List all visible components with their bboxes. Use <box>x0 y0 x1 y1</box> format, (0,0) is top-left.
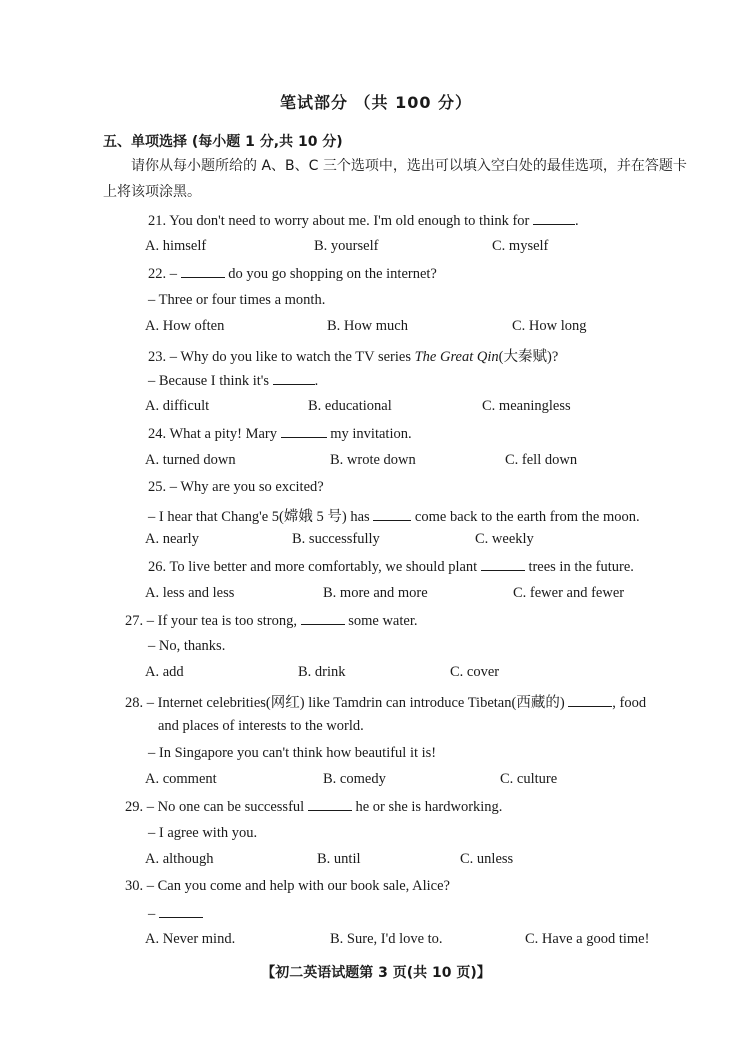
question-text: do you go shopping on the internet? <box>224 266 437 282</box>
option-b: B. successfully <box>292 531 380 547</box>
answer-blank <box>181 265 225 278</box>
question-text: come back to the earth from the moon. <box>411 509 640 525</box>
question-text: 26. To live better and more comfortably, we should plant <box>148 559 481 575</box>
question-text: 24. What a pity! Mary <box>148 426 281 442</box>
option-c: C. meaningless <box>482 398 571 414</box>
question-28-line <box>148 745 436 762</box>
question-text: and places of interests to the world. <box>158 718 364 734</box>
section-instruction: 请你从每小题所给的 A、B、C 三个选项中，选出可以填入空白处的最佳选项，并在答题卡上将该项涂黑。 <box>103 158 687 200</box>
question-text: my invitation. <box>326 426 412 442</box>
option-a: A. nearly <box>145 531 199 547</box>
answer-blank <box>373 508 411 521</box>
question-29-line <box>125 798 502 816</box>
question-text: – Because I think it's <box>148 373 273 389</box>
option-a: A. less and less <box>145 585 235 601</box>
option-b: B. educational <box>308 398 392 414</box>
question-text: – I hear that Chang'e 5(嫦娥 5 号) has <box>148 509 374 525</box>
option-b: B. more and more <box>323 585 428 601</box>
question-text: – No, thanks. <box>148 638 226 654</box>
question-25-line <box>148 479 324 496</box>
option-c: C. Have a good time! <box>525 931 650 947</box>
option-b: B. until <box>317 851 361 867</box>
question-text: . <box>575 213 579 229</box>
answer-blank <box>281 425 327 438</box>
answer-blank <box>481 558 525 571</box>
question-text: , food <box>612 695 647 711</box>
option-c: C. weekly <box>475 531 534 547</box>
option-a: A. himself <box>145 238 207 254</box>
option-a: A. comment <box>145 771 217 787</box>
option-c: C. myself <box>492 238 549 254</box>
question-text: – Three or four times a month. <box>148 292 326 308</box>
page-title: 笔试部分 （共 100 分） <box>279 93 473 112</box>
question-text: – I agree with you. <box>148 825 258 841</box>
question-21-line <box>148 212 579 230</box>
question-25-line <box>148 505 640 526</box>
question-text: 30. – Can you come and help with our book sale, Alice? <box>125 878 450 894</box>
option-b: B. comedy <box>323 771 386 787</box>
option-a: A. turned down <box>145 452 236 468</box>
section-heading: 五、单项选择 (每小题 1 分,共 10 分) <box>103 134 343 150</box>
question-text: – <box>148 906 159 922</box>
question-title-italic: The Great Qin <box>414 349 499 365</box>
question-text: 27. – If your tea is too strong, <box>125 613 301 629</box>
option-b: B. Sure, I'd love to. <box>330 931 443 947</box>
question-30-line <box>148 905 203 923</box>
question-text: 21. You don't need to worry about me. I'm old enough to think for <box>148 213 534 229</box>
option-c: C. culture <box>500 771 558 787</box>
question-30-line <box>125 878 450 895</box>
option-c: C. cover <box>450 664 500 680</box>
answer-blank <box>533 212 575 225</box>
answer-blank <box>273 372 315 385</box>
answer-blank <box>301 612 345 625</box>
question-28-line <box>125 691 646 712</box>
question-28-line <box>158 718 364 735</box>
question-22-line <box>148 265 437 283</box>
question-text: 22. – <box>148 266 181 282</box>
question-text: (大秦赋)? <box>498 349 559 365</box>
question-23-line <box>148 372 318 390</box>
answer-blank <box>159 905 203 918</box>
option-b: B. wrote down <box>330 452 416 468</box>
option-c: C. unless <box>460 851 514 867</box>
option-a: A. difficult <box>145 398 210 414</box>
option-a: A. add <box>145 664 184 680</box>
question-text: – In Singapore you can't think how beautiful it is! <box>148 745 437 761</box>
answer-blank <box>308 798 352 811</box>
question-text: he or she is hardworking. <box>351 799 503 815</box>
question-text: trees in the future. <box>524 559 634 575</box>
option-b: B. yourself <box>314 238 379 254</box>
option-a: A. although <box>145 851 214 867</box>
page-footer: 【初二英语试题第 3 页(共 10 页)】 <box>261 965 491 981</box>
option-a: A. How often <box>145 318 225 334</box>
option-c: C. fell down <box>505 452 578 468</box>
answer-blank <box>568 694 612 707</box>
question-27-line <box>148 638 225 655</box>
option-b: B. drink <box>298 664 346 680</box>
option-a: A. Never mind. <box>145 931 236 947</box>
question-text: 28. – Internet celebrities(网红) like Tamdrin can introduce Tibetan(西藏的) <box>125 695 569 711</box>
question-text: 25. – Why are you so excited? <box>148 479 324 495</box>
option-b: B. How much <box>327 318 408 334</box>
question-26-line <box>148 558 634 576</box>
question-text: some water. <box>344 613 418 629</box>
question-text: 23. – Why do you like to watch the TV series <box>148 349 415 365</box>
question-24-line <box>148 425 412 443</box>
question-29-line <box>148 825 257 842</box>
option-c: C. fewer and fewer <box>513 585 625 601</box>
question-22-line <box>148 292 325 309</box>
question-23-line <box>148 345 558 366</box>
question-27-line <box>125 612 417 630</box>
option-c: C. How long <box>512 318 587 334</box>
question-text: 29. – No one can be successful <box>125 799 308 815</box>
question-text: . <box>314 373 319 389</box>
